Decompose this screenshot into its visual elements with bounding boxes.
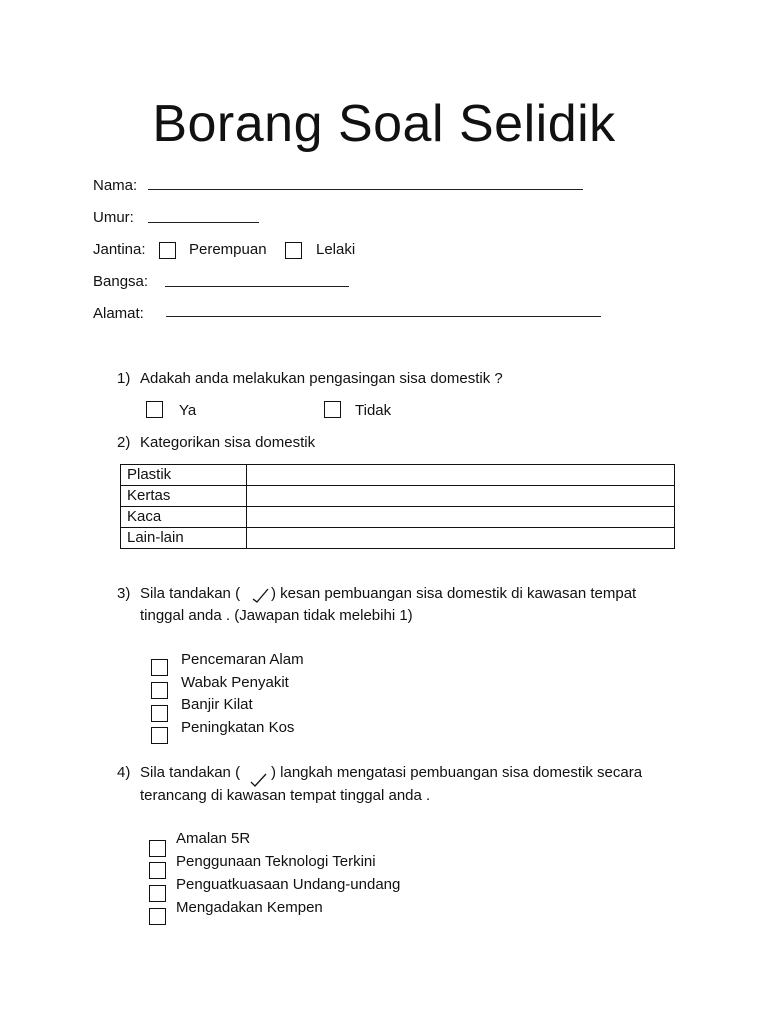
category-label: Lain-lain bbox=[121, 528, 247, 549]
nama-label: Nama: bbox=[93, 177, 138, 194]
table-row bbox=[121, 507, 675, 528]
q4-line2: terancang di kawasan tempat tinggal anda . bbox=[140, 787, 431, 804]
q1-ya-checkbox[interactable] bbox=[146, 401, 163, 418]
q4-option-4-label: Mengadakan Kempen bbox=[176, 899, 323, 916]
category-label: Kaca bbox=[121, 507, 247, 528]
q3-line1-end: ) kesan pembuangan sisa domestik di kawasan tempat bbox=[271, 585, 637, 602]
bangsa-input-line[interactable] bbox=[165, 286, 349, 287]
q1-ya-label: Ya bbox=[179, 402, 197, 419]
umur-input-line[interactable] bbox=[148, 222, 259, 223]
q3-option-3-checkbox[interactable] bbox=[151, 705, 168, 722]
category-input-cell[interactable] bbox=[247, 486, 675, 507]
alamat-input-line[interactable] bbox=[166, 316, 601, 317]
category-label: Kertas bbox=[121, 486, 247, 507]
perempuan-label: Perempuan bbox=[189, 241, 267, 258]
umur-label: Umur: bbox=[93, 209, 134, 226]
q1-tidak-label: Tidak bbox=[355, 402, 392, 419]
category-label: Plastik bbox=[121, 465, 247, 486]
category-input-cell[interactable] bbox=[247, 465, 675, 486]
q2-text: Kategorikan sisa domestik bbox=[140, 434, 316, 451]
q4-option-2-checkbox[interactable] bbox=[149, 862, 166, 879]
q4-option-4-checkbox[interactable] bbox=[149, 908, 166, 925]
q4-option-3-checkbox[interactable] bbox=[149, 885, 166, 902]
q3-option-1-checkbox[interactable] bbox=[151, 659, 168, 676]
q3-option-4-label: Peningkatan Kos bbox=[181, 719, 295, 736]
q3-option-4-checkbox[interactable] bbox=[151, 727, 168, 744]
nama-input-line[interactable] bbox=[148, 189, 583, 190]
q3-option-2-checkbox[interactable] bbox=[151, 682, 168, 699]
category-input-cell[interactable] bbox=[247, 507, 675, 528]
q1-number: 1) bbox=[117, 370, 131, 387]
table-row bbox=[121, 528, 675, 549]
q4-option-3-label: Penguatkuasaan Undang-undang bbox=[176, 876, 401, 893]
perempuan-checkbox[interactable] bbox=[159, 242, 176, 259]
alamat-label: Alamat: bbox=[93, 305, 144, 322]
q2-number: 2) bbox=[117, 434, 131, 451]
lelaki-checkbox[interactable] bbox=[285, 242, 302, 259]
category-input-cell[interactable] bbox=[247, 528, 675, 549]
q4-option-1-checkbox[interactable] bbox=[149, 840, 166, 857]
q4-line1-end: ) langkah mengatasi pembuangan sisa domestik secara bbox=[271, 764, 643, 781]
q3-option-2-label: Wabak Penyakit bbox=[181, 674, 289, 691]
bangsa-label: Bangsa: bbox=[93, 273, 149, 290]
q1-text: Adakah anda melakukan pengasingan sisa domestik ? bbox=[140, 370, 503, 387]
q4-option-2-label: Penggunaan Teknologi Terkini bbox=[176, 853, 376, 870]
q4-line1-start: Sila tandakan ( bbox=[140, 764, 241, 781]
q3-option-3-label: Banjir Kilat bbox=[181, 696, 253, 713]
q3-number: 3) bbox=[117, 585, 131, 602]
jantina-label: Jantina: bbox=[93, 241, 146, 258]
form-title: Borang Soal Selidik bbox=[152, 95, 616, 153]
waste-category-table bbox=[120, 464, 675, 549]
q1-tidak-checkbox[interactable] bbox=[324, 401, 341, 418]
checkmark-icon bbox=[250, 584, 270, 604]
table-row bbox=[121, 486, 675, 507]
q3-line2: tinggal anda . (Jawapan tidak melebihi 1) bbox=[140, 607, 413, 624]
q4-number: 4) bbox=[117, 764, 131, 781]
q3-option-1-label: Pencemaran Alam bbox=[181, 651, 304, 668]
q4-option-1-label: Amalan 5R bbox=[176, 830, 251, 847]
table-row bbox=[121, 465, 675, 486]
q3-line1-start: Sila tandakan ( bbox=[140, 585, 241, 602]
lelaki-label: Lelaki bbox=[316, 241, 356, 258]
